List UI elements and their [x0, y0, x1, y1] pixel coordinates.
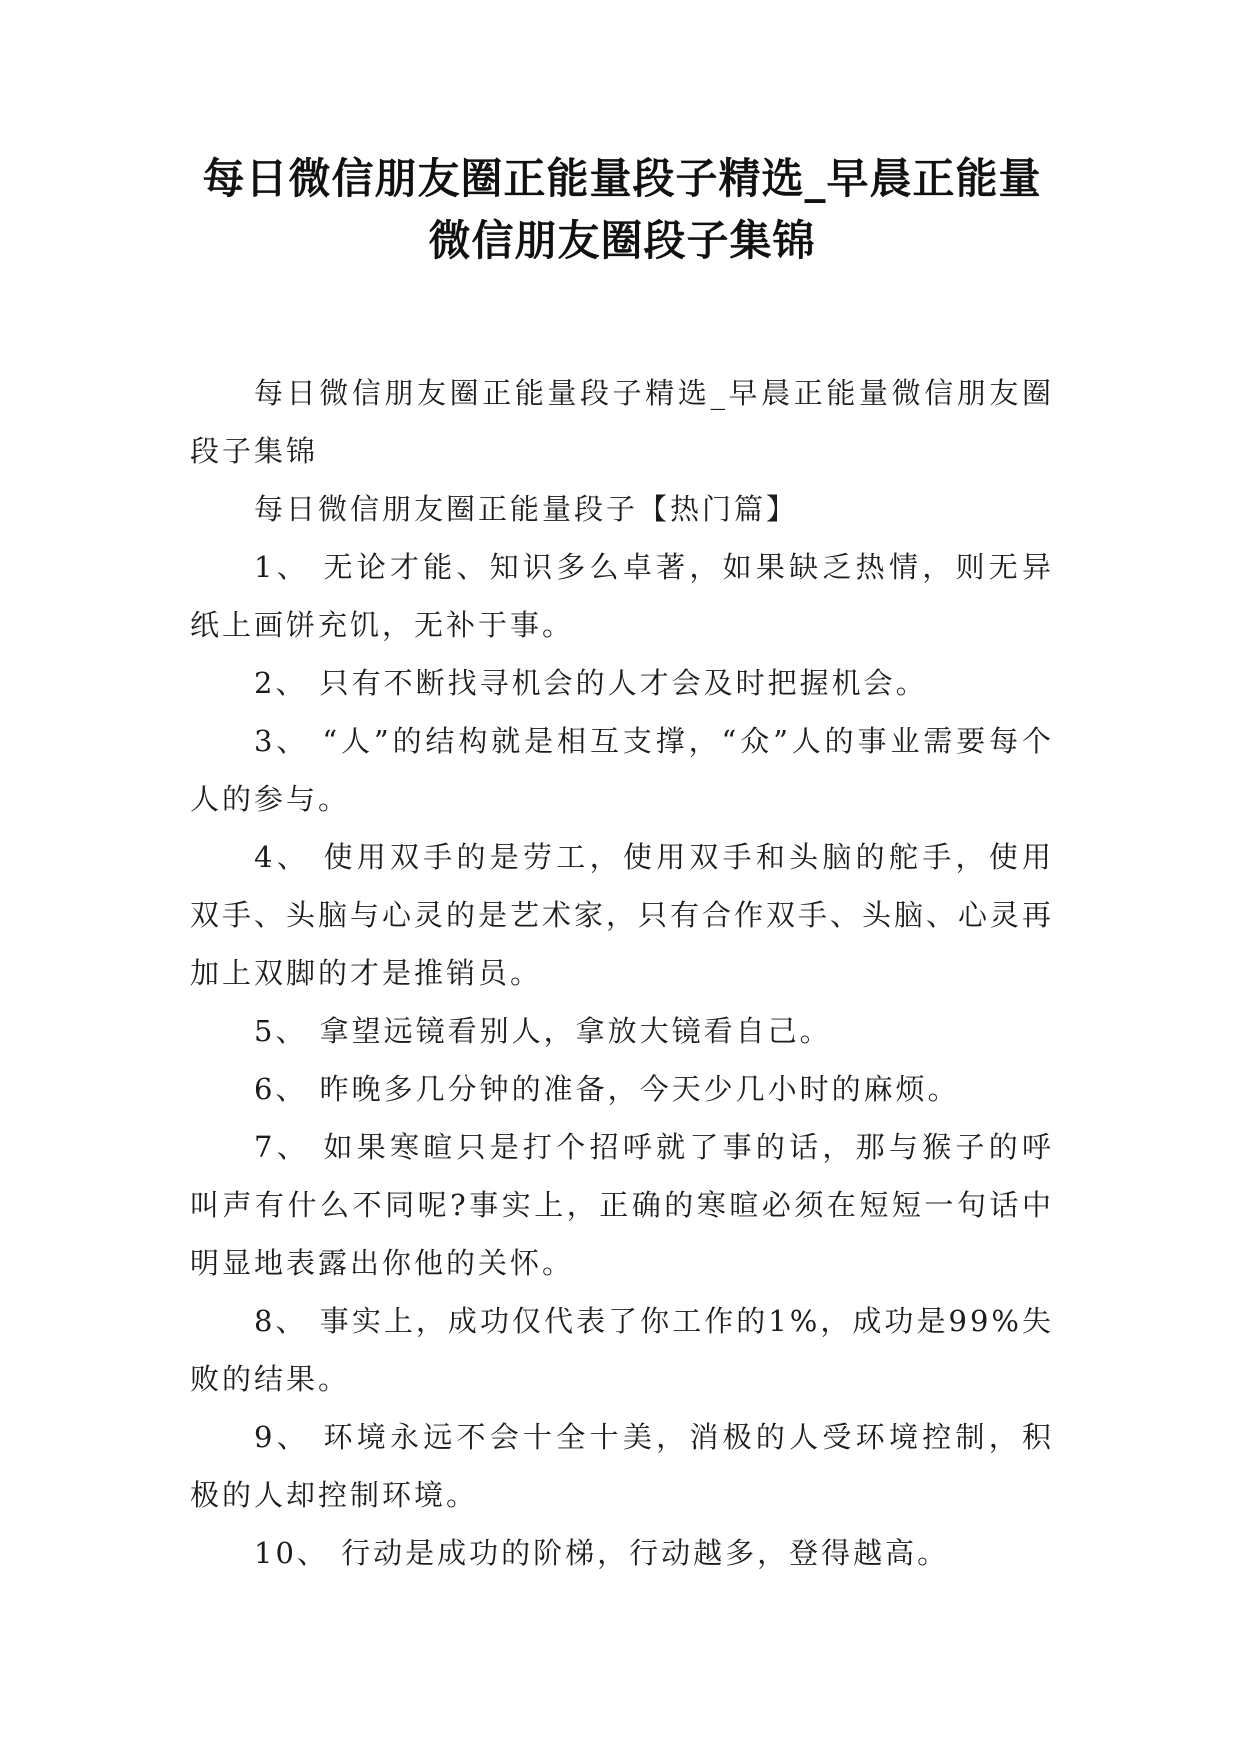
- list-item: 5、 拿望远镜看别人，拿放大镜看自己。: [254, 1014, 832, 1048]
- list-item: 8、 事实上，成功仅代表了你工作的1%，成功是99%失败的结果。: [190, 1304, 1054, 1396]
- document-title: 每日微信朋友圈正能量段子精选_早晨正能量微信朋友圈段子集锦: [202, 154, 1042, 265]
- list-item: 9、 环境永远不会十全十美，消极的人受环境控制，积极的人却控制环境。: [190, 1420, 1054, 1512]
- intro-paragraph: 每日微信朋友圈正能量段子精选_早晨正能量微信朋友圈段子集锦: [190, 376, 1054, 468]
- list-item: 1、 无论才能、知识多么卓著，如果缺乏热情，则无异纸上画饼充饥，无补于事。: [190, 550, 1054, 642]
- list-item: 3、 “人”的结构就是相互支撑，“众”人的事业需要每个人的参与。: [190, 724, 1054, 816]
- document-page: [190, 148, 1054, 1582]
- list-item: 2、 只有不断找寻机会的人才会及时把握机会。: [254, 666, 928, 700]
- list-item: 10、 行动是成功的阶梯，行动越多，登得越高。: [254, 1536, 950, 1570]
- list-item: 7、 如果寒暄只是打个招呼就了事的话，那与猴子的呼叫声有什么不同呢?事实上，正确的寒暄必须在短短一句话中明显地表露出你他的关怀。: [190, 1130, 1054, 1280]
- section-heading: 每日微信朋友圈正能量段子【热门篇】: [254, 492, 799, 526]
- list-item: 6、 昨晚多几分钟的准备，今天少几小时的麻烦。: [254, 1072, 960, 1106]
- document-body: [190, 364, 1054, 1582]
- list-item: 4、 使用双手的是劳工，使用双手和头脑的舵手，使用双手、头脑与心灵的是艺术家，只有合作双手、头脑、心灵再加上双脚的才是推销员。: [190, 840, 1055, 990]
